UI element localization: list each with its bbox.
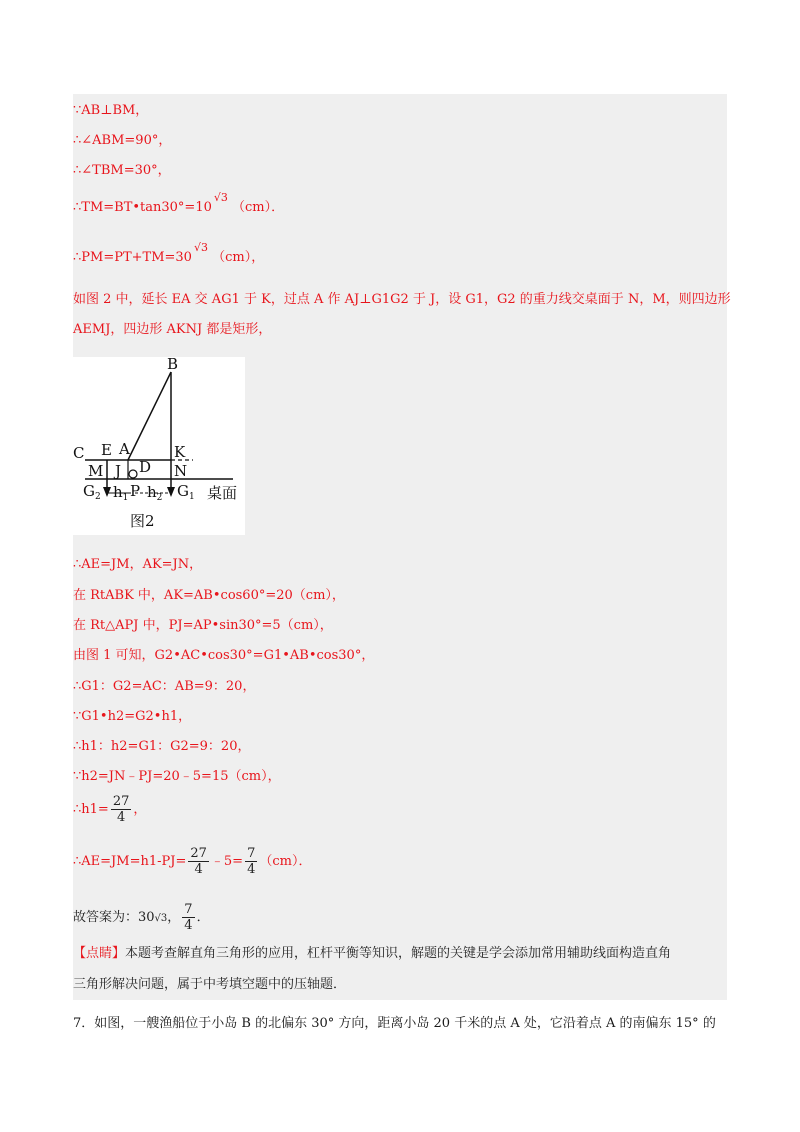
unit-cm: （cm），: [212, 250, 265, 265]
h1-equals: ∴h1=: [73, 802, 109, 817]
comma: ，: [167, 910, 181, 925]
label-j: J: [115, 462, 122, 480]
line-a-b: [128, 372, 171, 460]
label-h1: $h_1$: [113, 483, 129, 503]
note-line-1: [73, 946, 671, 962]
label-e: E: [101, 441, 112, 459]
fraction-7-4: $\frac{7}{4}$: [184, 902, 193, 933]
comma: ，: [133, 802, 147, 817]
solution-line-4: [73, 191, 285, 216]
solution-line-7: AEMJ，四边形 AKNJ 都是矩形，: [73, 322, 272, 337]
label-c: C: [73, 444, 85, 462]
answer-line: [73, 902, 210, 933]
ae-equation: ∴AE=JM=h1-PJ=: [73, 854, 187, 869]
solution-line-11: 由图 1 可知，G2•AC•cos30°=G1•AB•cos30°，: [73, 648, 375, 663]
label-b: B: [167, 357, 179, 373]
sqrt-3: √3: [193, 241, 208, 254]
solution-line-14: ∴h1：h2=G1：G2=9：20，: [73, 739, 251, 754]
label-h2: $h_2$: [147, 483, 163, 503]
fraction-27-4: $\frac{27}{4}$: [112, 794, 130, 825]
answer-label: 故答案为：30: [73, 910, 155, 925]
solution-line-16: [73, 794, 146, 825]
label-m: M: [88, 462, 104, 480]
label-p: P: [130, 482, 141, 500]
arrow-g2: [103, 487, 111, 497]
solution-line-17: [73, 846, 311, 877]
solution-line-2: ∴∠ABM=90°，: [73, 133, 172, 148]
label-n: N: [174, 462, 188, 480]
solution-line-9: 在 RtABK 中，AK=AB•cos60°=20（cm），: [73, 588, 345, 603]
solution-line-13: ∵G1•h2=G2•h1，: [73, 709, 192, 724]
note-tag: 【点睛】: [73, 946, 126, 961]
label-a: A: [119, 440, 130, 458]
note-text-1: 本题考查解直角三角形的应用，杠杆平衡等知识，解题的关键是学会添加常用辅助线面构造直角: [125, 946, 672, 961]
fraction-7-4: $\frac{7}{4}$: [247, 846, 256, 877]
label-d: D: [139, 458, 152, 476]
fraction-27-4: $\frac{27}{4}$: [190, 846, 207, 877]
figure-caption: 图2: [130, 512, 155, 530]
solution-line-12: ∴G1：G2=AC：AB=9：20，: [73, 679, 256, 694]
tm-equation: ∴TM=BT•tan30°=10: [73, 200, 212, 215]
figure-2: [73, 357, 245, 535]
solution-line-15: ∵h2=JN﹣PJ=20﹣5=15（cm），: [73, 769, 281, 784]
solution-line-10: 在 Rt△APJ 中，PJ=AP•sin30°=5（cm），: [73, 618, 333, 633]
solution-line-1: ∵AB⊥BM，: [73, 103, 149, 118]
note-line-2: 三角形解决问题，属于中考填空题中的压轴题．: [73, 977, 347, 992]
label-g2: $G_2$: [83, 482, 101, 502]
pm-equation: ∴PM=PT+TM=30: [73, 250, 192, 265]
unit-cm: （cm）．: [232, 200, 285, 215]
question-7: 7．如图，一艘渔船位于小岛 B 的北偏东 30° 方向，距离小岛 20 千米的点 A 处，它沿着点 A 的南偏东 15° 的: [73, 1016, 716, 1031]
solution-line-6: 如图 2 中，延长 EA 交 AG1 于 K，过点 A 作 AJ⊥G1G2 于 J，设 G1，G2 的重力线交桌面于 N，M，则四边形: [73, 292, 731, 307]
label-g1: $G_1$: [177, 482, 195, 502]
sqrt-3: √3: [154, 913, 168, 924]
arrow-g1: [167, 487, 175, 497]
sqrt-3: √3: [213, 191, 228, 204]
label-desk: 桌面: [207, 484, 238, 502]
label-k: K: [174, 443, 186, 461]
minus-five: ﹣5=: [210, 854, 244, 869]
figure-2-diagram: [73, 357, 245, 507]
pivot-circle: [129, 470, 137, 478]
unit-cm: （cm）．: [259, 854, 312, 869]
solution-line-3: ∴∠TBM=30°，: [73, 163, 171, 178]
solution-line-5: [73, 241, 265, 266]
period: ．: [196, 910, 210, 925]
solution-line-8: ∴AE=JM，AK=JN，: [73, 557, 203, 572]
